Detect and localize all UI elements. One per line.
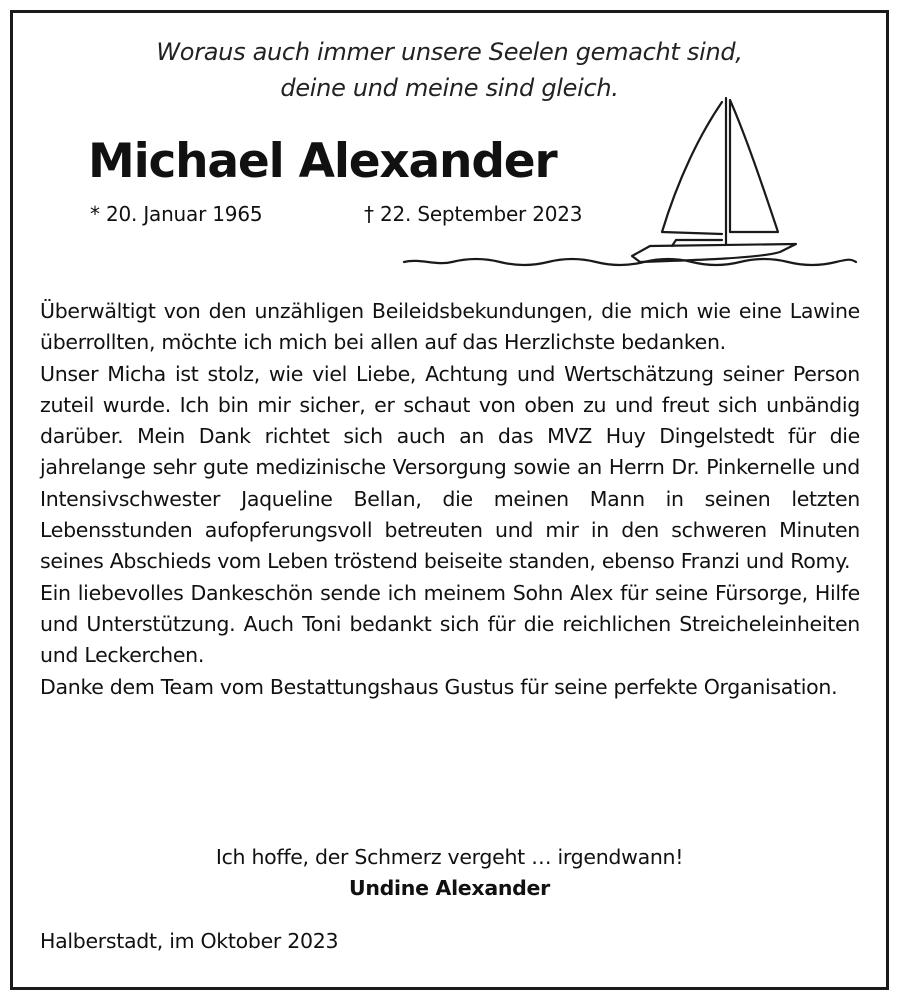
paragraph: Überwältigt von den unzähligen Beileidsbekundungen, die mich wie eine Lawine überrollten, möchte ich mich bei allen auf das Herzlichste bedanken. bbox=[40, 299, 860, 355]
paragraph: Danke dem Team vom Bestattungshaus Gustus für seine perfekte Organisation. bbox=[40, 674, 838, 699]
quote-line-2: deine und meine sind gleich. bbox=[280, 74, 619, 102]
signer-name: Undine Alexander bbox=[349, 876, 550, 900]
place-date: Halberstadt, im Oktober 2023 bbox=[40, 929, 339, 953]
water-line bbox=[404, 259, 856, 265]
sailboat-icon bbox=[400, 94, 860, 274]
paragraph: Ein liebevolles Dankeschön sende ich meinem Sohn Alex für seine Fürsorge, Hilfe und Unterstützung. Auch Toni bedankt sich für die reichlichen Streicheleinheiten und Leckerchen. bbox=[40, 580, 860, 668]
paragraph: Unser Micha ist stolz, wie viel Liebe, Achtung und Wertschätzung seiner Person zuteil wurde. Ich bin mir sicher, er schaut von oben zu und freut sich unbändig darüber. Mein Dank richtet sich auch an das MVZ Huy Dingelstedt für die jahrelange sehr gute medizinische Versorgung sowie an Herrn Dr. Pinkernelle und Intensivschwester Jaqueline Bellan, die meinen Mann in seinen letzten Lebensstunden aufopferungsvoll betreuten und mir in den schweren Minuten seines Abschieds vom Leben tröstend beiseite standen, ebenso Franzi und Romy. bbox=[40, 361, 860, 574]
deceased-name: Michael Alexander bbox=[88, 134, 557, 189]
closing-line: Ich hoffe, der Schmerz vergeht … irgendwann! bbox=[215, 845, 684, 869]
main-sail bbox=[730, 100, 778, 232]
thank-you-text bbox=[40, 296, 860, 703]
closing-block bbox=[0, 842, 899, 904]
jib-sail bbox=[662, 102, 722, 234]
birth-date: * 20. Januar 1965 bbox=[90, 202, 263, 226]
death-date: † 22. September 2023 bbox=[364, 202, 583, 226]
quote-line-1: Woraus auch immer unsere Seelen gemacht sind, bbox=[156, 38, 743, 66]
